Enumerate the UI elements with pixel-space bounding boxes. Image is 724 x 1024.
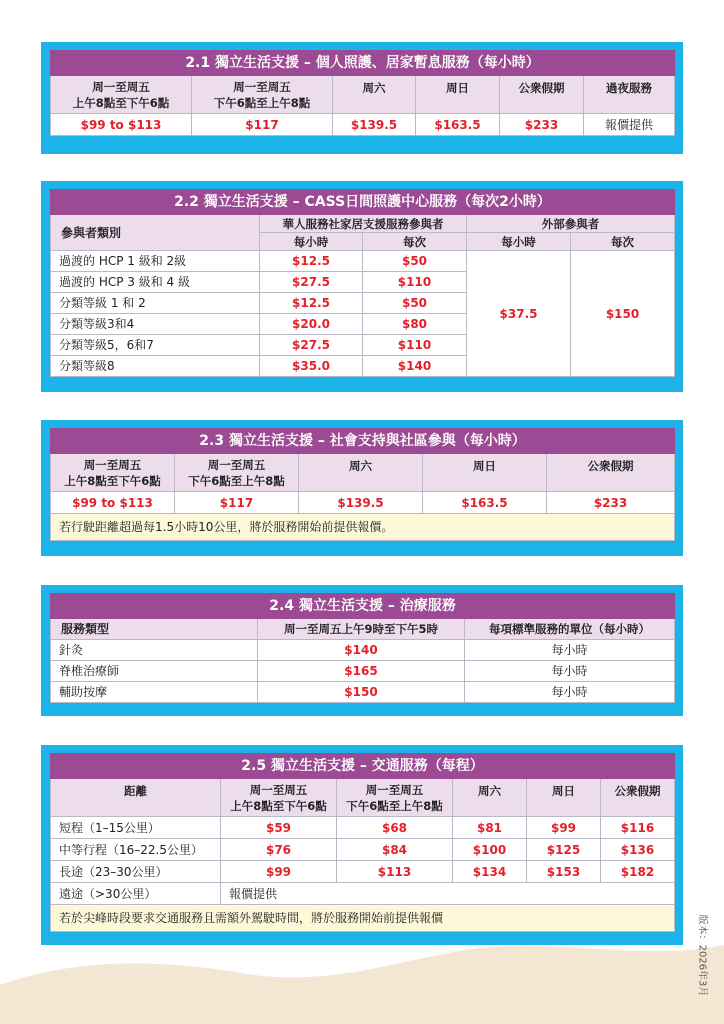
col-header: 周一至周五 下午6點至上午8點 [337,779,453,817]
version-label: 版本：2026年3月 [696,914,708,997]
price-cell: $139.5 [299,492,423,514]
price-cell: $134 [453,861,527,883]
price-cell: $50 [363,293,467,314]
col-header: 每次 [571,233,675,251]
unit-cell: 每小時 [465,661,675,682]
col-header: 公衆假期 [547,454,675,492]
price-cell: $150 [258,682,465,703]
therapy-table [50,593,675,703]
col-header: 周一至周五 上午8點至下午6點 [51,454,175,492]
col-header: 公衆假期 [500,76,584,114]
price-cell: $125 [527,839,601,861]
price-cell: $99 to $113 [51,492,175,514]
col-header: 服務類型 [51,619,258,640]
col-header: 周六 [333,76,416,114]
price-cell: 報價提供 [584,114,675,136]
price-cell: $100 [453,839,527,861]
col-header: 周一至周五 下午6點至上午8點 [192,76,333,114]
col-header: 過夜服務 [584,76,675,114]
transport-table [50,753,675,932]
price-cell: $110 [363,272,467,293]
category-cell: 過渡的 HCP 1 級和 2級 [51,251,260,272]
section-title: 2.3 獨立生活支援 – 社會支持與社區參與（每小時） [51,429,675,454]
price-cell: $81 [453,817,527,839]
price-cell: $80 [363,314,467,335]
price-cell: $20.0 [260,314,363,335]
service-type-cell: 脊椎治療師 [51,661,258,682]
section-2-4-panel [41,585,683,716]
col-header: 每項標準服務的單位（每小時） [465,619,675,640]
col-header: 周一至周五 下午6點至上午8點 [175,454,299,492]
category-cell: 過渡的 HCP 3 級和 4 級 [51,272,260,293]
price-cell: $139.5 [333,114,416,136]
price-cell: $99 [527,817,601,839]
peak-hour-note: 若於尖峰時段要求交通服務且需額外駕駛時間，將於服務開始前提供報價 [51,905,675,932]
section-title: 2.2 獨立生活支援 – CASS日間照護中心服務（每次2小時） [51,190,675,215]
price-cell: $12.5 [260,251,363,272]
price-cell: $136 [601,839,675,861]
price-cell: $59 [221,817,337,839]
col-header: 周一至周五 上午8點至下午6點 [51,76,192,114]
category-cell: 分類等級3和4 [51,314,260,335]
day-care-table [50,189,675,377]
price-cell: $76 [221,839,337,861]
col-header: 周六 [453,779,527,817]
col-header: 周一至周五上午9時至下午5時 [258,619,465,640]
distance-cell: 遠途（>30公里） [51,883,221,905]
section-2-2-panel [41,181,683,392]
category-cell: 分類等級8 [51,356,260,377]
group-header-cass: 華人服務社家居支援服務參與者 [260,215,467,233]
price-cell: $50 [363,251,467,272]
price-cell: $233 [547,492,675,514]
section-2-1-panel [41,42,683,154]
col-header: 周一至周五 上午8點至下午6點 [221,779,337,817]
section-2-3-panel [41,420,683,556]
price-cell: $84 [337,839,453,861]
section-title: 2.5 獨立生活支援 – 交通服務（每程） [51,754,675,779]
distance-cell: 中等行程（16–22.5公里） [51,839,221,861]
col-header: 距離 [51,779,221,817]
col-header: 周六 [299,454,423,492]
price-cell: $27.5 [260,272,363,293]
price-cell: $27.5 [260,335,363,356]
col-header: 周日 [527,779,601,817]
travel-note: 若行駛距離超過每1.5小時10公里，將於服務開始前提供報價。 [51,514,675,541]
service-type-cell: 輔助按摩 [51,682,258,703]
group-header-external: 外部參與者 [467,215,675,233]
external-session-price: $150 [571,251,675,377]
price-cell: $117 [175,492,299,514]
price-cell: $140 [363,356,467,377]
external-hour-price: $37.5 [467,251,571,377]
personal-care-table [50,50,675,136]
col-header: 周日 [416,76,500,114]
unit-cell: 每小時 [465,640,675,661]
social-support-table [50,428,675,541]
price-cell: $165 [258,661,465,682]
price-cell: $163.5 [423,492,547,514]
category-cell: 分類等級 1 和 2 [51,293,260,314]
price-cell: $99 [221,861,337,883]
section-2-5-panel [41,745,683,945]
price-cell: $99 to $113 [51,114,192,136]
price-cell: $35.0 [260,356,363,377]
section-title: 2.4 獨立生活支援 – 治療服務 [51,594,675,619]
col-header: 公衆假期 [601,779,675,817]
price-cell: $110 [363,335,467,356]
price-cell: $113 [337,861,453,883]
price-cell: $140 [258,640,465,661]
service-type-cell: 針灸 [51,640,258,661]
distance-cell: 短程（1–15公里） [51,817,221,839]
quote-cell: 報價提供 [221,883,675,905]
col-header: 每小時 [260,233,363,251]
price-cell: $233 [500,114,584,136]
section-title: 2.1 獨立生活支援 – 個人照護、居家暫息服務（每小時） [51,51,675,76]
price-cell: $153 [527,861,601,883]
category-header: 參與者類別 [51,215,260,251]
price-cell: $182 [601,861,675,883]
price-cell: $163.5 [416,114,500,136]
col-header: 每小時 [467,233,571,251]
price-cell: $117 [192,114,333,136]
col-header: 每次 [363,233,467,251]
price-cell: $116 [601,817,675,839]
col-header: 周日 [423,454,547,492]
price-cell: $68 [337,817,453,839]
distance-cell: 長途（23–30公里） [51,861,221,883]
category-cell: 分類等級5，6和7 [51,335,260,356]
unit-cell: 每小時 [465,682,675,703]
price-cell: $12.5 [260,293,363,314]
